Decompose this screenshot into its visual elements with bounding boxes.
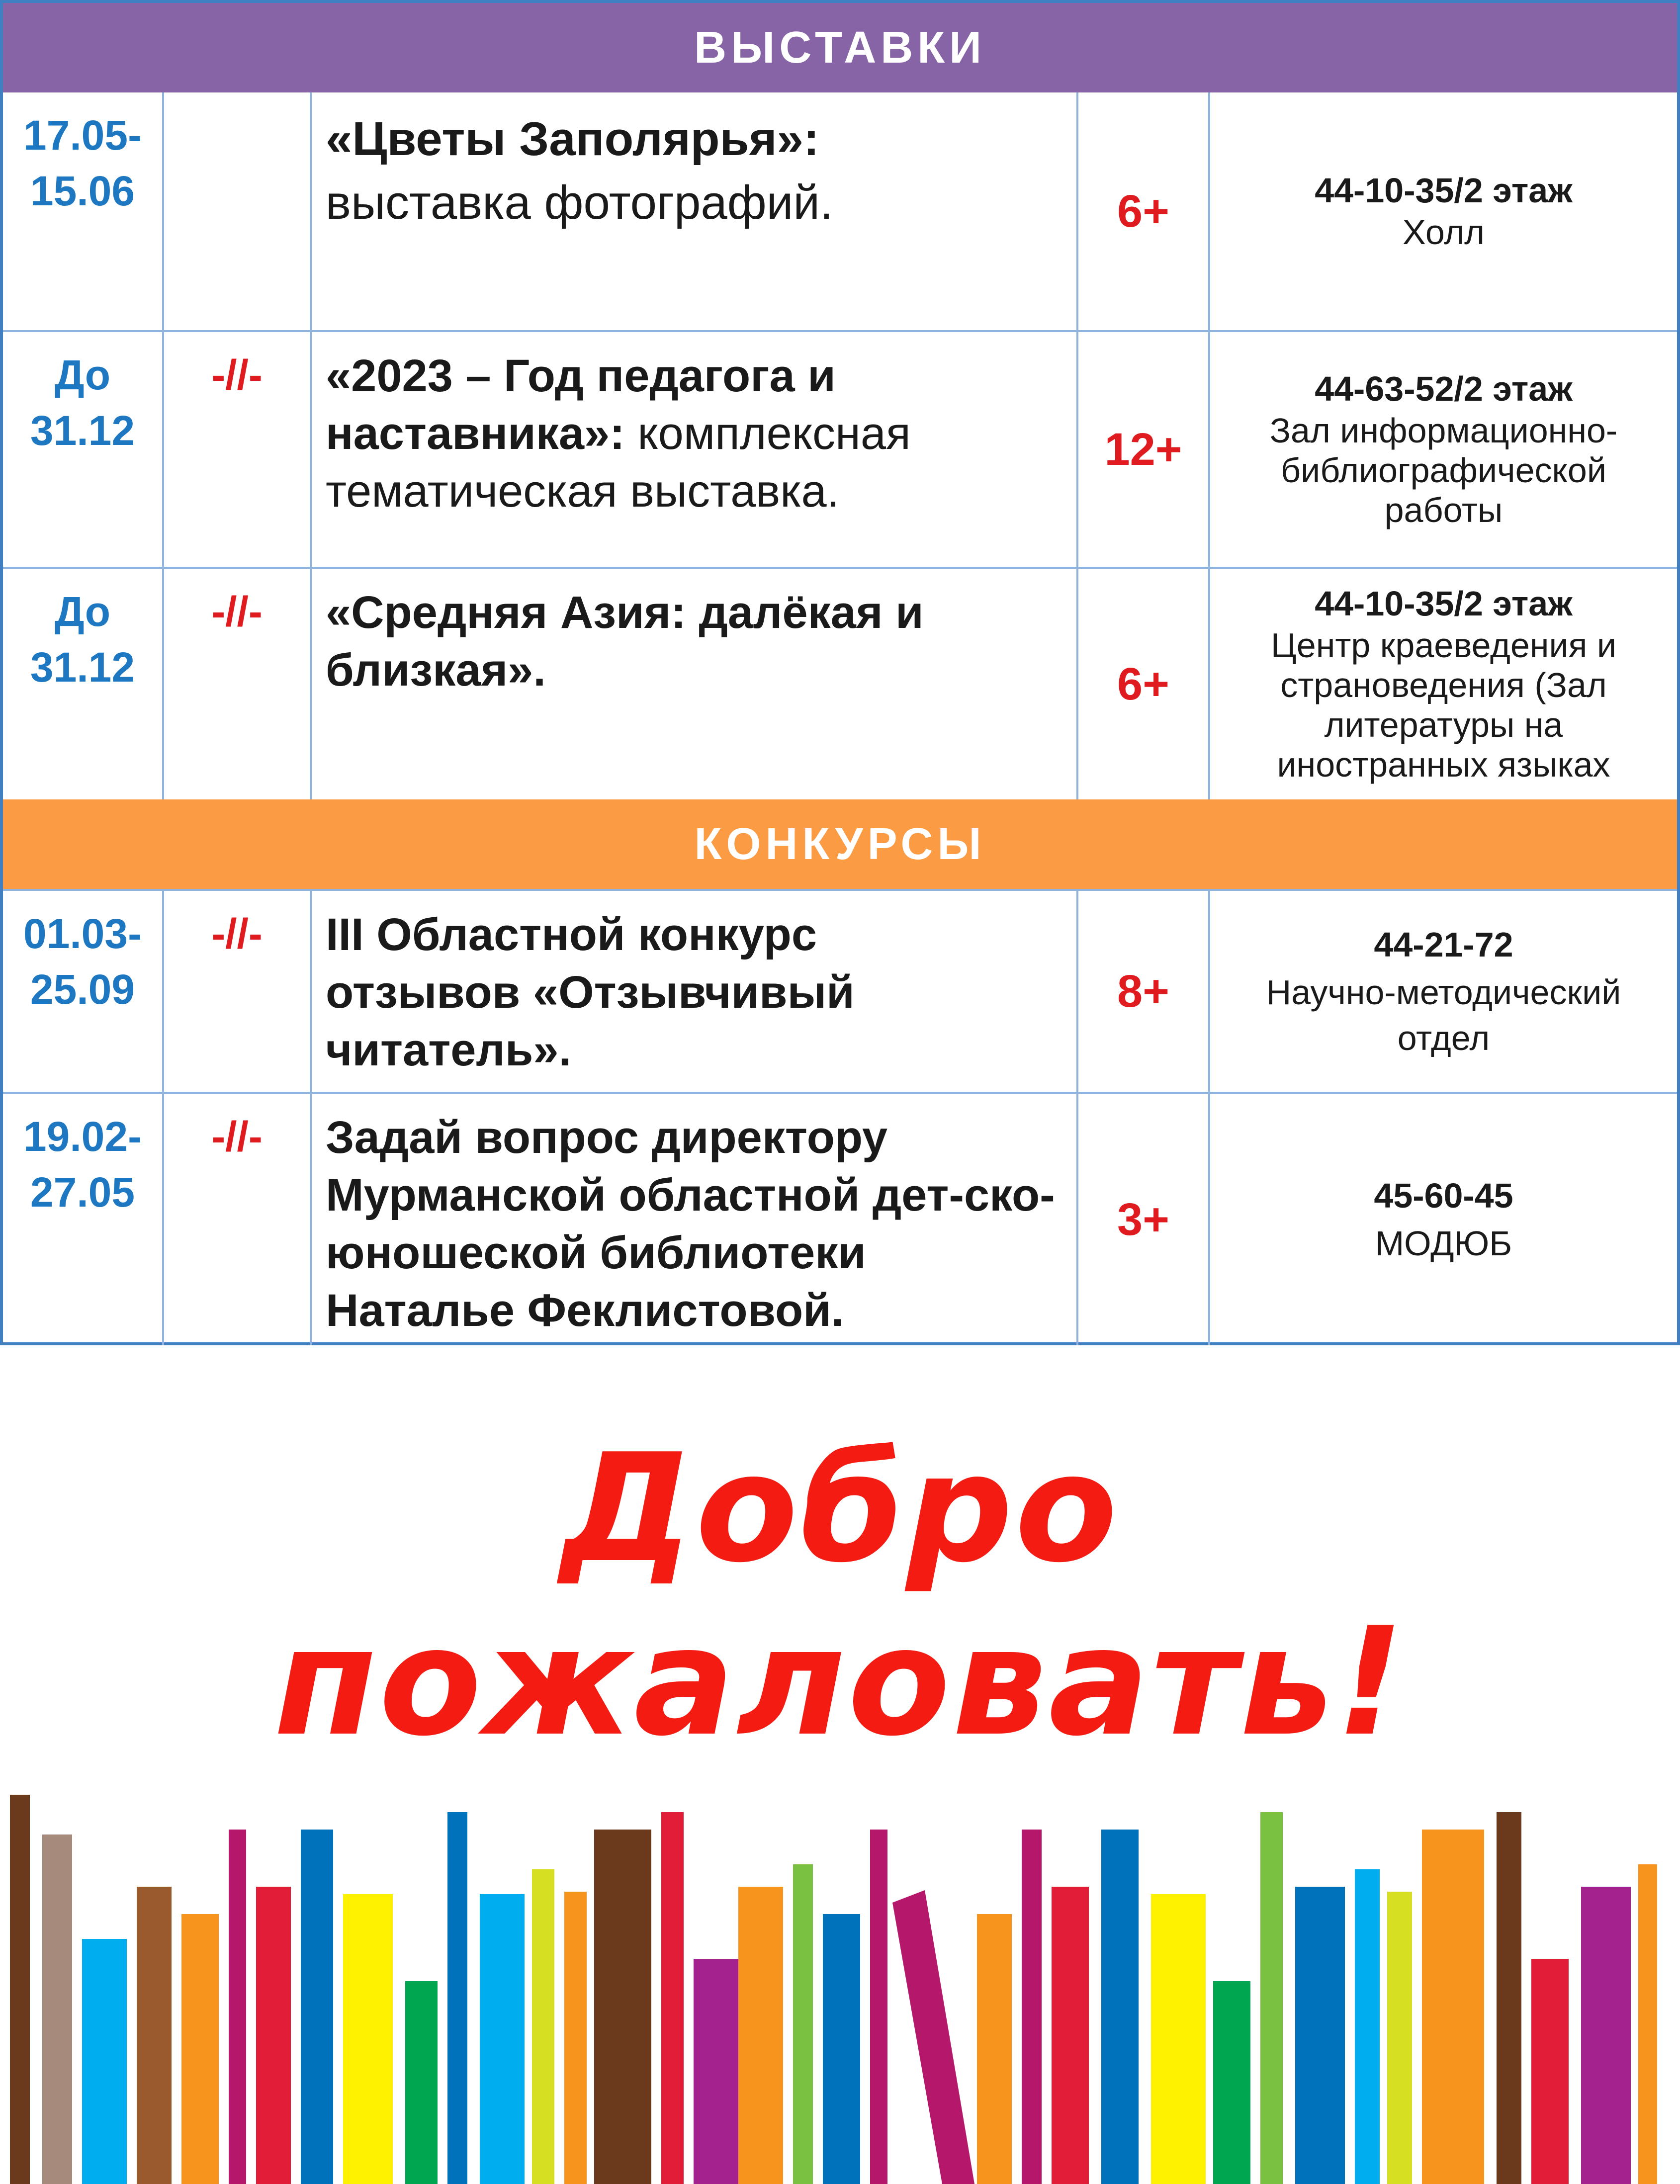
- date-cell: До 31.12: [3, 332, 164, 567]
- phone-number: 44-21-72: [1374, 925, 1513, 964]
- book-spine: [301, 1830, 333, 2184]
- book-spine: [1151, 1894, 1206, 2184]
- table-row: [3, 889, 1677, 1092]
- location: Зал информационно-библиографической работы: [1269, 411, 1618, 529]
- event-title: Задай вопрос директору Мурманской областной дет-ско-юношеской библиотеки Наталье Феклистовой.: [326, 1112, 1055, 1336]
- date-cell: 19.02- 27.05: [3, 1094, 164, 1345]
- table-row: [3, 330, 1677, 567]
- book-spine: [42, 1835, 72, 2184]
- phone-number: 44-10-35/2 этаж: [1315, 171, 1573, 210]
- table-row: [3, 1092, 1677, 1345]
- book-spine: [447, 1812, 467, 2184]
- phone-number: 45-60-45: [1374, 1176, 1513, 1215]
- book-spine: [1387, 1892, 1412, 2184]
- age-rating: 12+: [1104, 424, 1182, 475]
- repeat-cell: -//-: [164, 891, 312, 1092]
- book-spine: [532, 1869, 554, 2184]
- title-cell: [312, 569, 1078, 799]
- book-spine: [137, 1887, 172, 2184]
- book-spine: [1638, 1864, 1657, 2184]
- date-cell: До 31.12: [3, 569, 164, 799]
- welcome-heading: Добро пожаловать!: [274, 1422, 1406, 1769]
- age-rating: 6+: [1117, 658, 1169, 709]
- tilted-book: [892, 1890, 974, 2184]
- book-spine: [10, 1795, 30, 2184]
- repeat-cell: -//-: [164, 332, 312, 567]
- repeat-cell: [164, 92, 312, 330]
- age-cell: [1078, 92, 1210, 330]
- title-cell: [312, 891, 1078, 1092]
- event-title: «Средняя Азия: далёкая и близкая».: [326, 587, 924, 696]
- book-spine: [1022, 1830, 1042, 2184]
- age-cell: [1078, 332, 1210, 567]
- event-title: III Областной конкурс отзывов «Отзывчивый читатель».: [326, 909, 855, 1075]
- book-spine: [1355, 1869, 1380, 2184]
- place-cell: [1210, 332, 1677, 567]
- event-description: комплексная тематическая выставка.: [326, 408, 911, 517]
- section-header-exhibitions: ВЫСТАВКИ: [3, 3, 1677, 92]
- book-spine: [738, 1887, 783, 2184]
- book-spine: [405, 1981, 438, 2184]
- event-title: «2023 – Год педагога и наставника»:: [326, 350, 836, 459]
- book-spine: [82, 1939, 127, 2184]
- book-spine: [870, 1830, 887, 2184]
- book-spine: [594, 1830, 651, 2184]
- repeat-cell: -//-: [164, 569, 312, 799]
- table-row: [3, 567, 1677, 799]
- book-spine: [256, 1887, 291, 2184]
- section-header-contests: КОНКУРСЫ: [3, 799, 1677, 889]
- age-cell: [1078, 891, 1210, 1092]
- book-spine: [1581, 1887, 1631, 2184]
- age-cell: [1078, 1094, 1210, 1345]
- place-cell: [1210, 569, 1677, 799]
- repeat-cell: -//-: [164, 1094, 312, 1345]
- place-cell: [1210, 92, 1677, 330]
- table-row: [3, 92, 1677, 330]
- event-title: «Цветы Заполярья»:: [326, 112, 819, 166]
- age-rating: 6+: [1117, 185, 1169, 237]
- place-cell: [1210, 891, 1677, 1092]
- bookshelf-illustration: [0, 1780, 1680, 2184]
- book-spine: [1260, 1812, 1283, 2184]
- book-spine: [343, 1894, 393, 2184]
- book-spine: [1101, 1830, 1139, 2184]
- book-spine: [1422, 1830, 1484, 2184]
- book-spine: [181, 1914, 219, 2184]
- location: МОДЮБ: [1375, 1224, 1512, 1263]
- book-spine: [564, 1892, 587, 2184]
- book-spine: [480, 1894, 525, 2184]
- book-spine: [1213, 1981, 1250, 2184]
- place-cell: [1210, 1094, 1677, 1345]
- date-cell: 01.03- 25.09: [3, 891, 164, 1092]
- book-spine: [1052, 1887, 1089, 2184]
- location: Центр краеведения и страноведения (Зал литературы на иностранных языках: [1270, 626, 1616, 784]
- age-cell: [1078, 569, 1210, 799]
- age-rating: 3+: [1117, 1194, 1169, 1245]
- book-spine: [793, 1864, 813, 2184]
- title-cell: [312, 92, 1078, 330]
- book-spine: [661, 1812, 684, 2184]
- phone-number: 44-63-52/2 этаж: [1315, 369, 1573, 408]
- book-spine: [977, 1914, 1012, 2184]
- book-spine: [1497, 1812, 1521, 2184]
- age-rating: 8+: [1117, 965, 1169, 1017]
- phone-number: 44-10-35/2 этаж: [1315, 584, 1573, 623]
- book-spine: [1295, 1887, 1345, 2184]
- book-spine: [1531, 1959, 1569, 2184]
- location: Научно-методический отдел: [1266, 973, 1621, 1057]
- book-spine: [694, 1959, 738, 2184]
- title-cell: [312, 332, 1078, 567]
- location: Холл: [1403, 213, 1485, 252]
- event-description: выставка фотографий.: [326, 176, 833, 229]
- date-cell: 17.05- 15.06: [3, 92, 164, 330]
- book-spine: [229, 1830, 246, 2184]
- title-cell: [312, 1094, 1078, 1345]
- book-spine: [823, 1914, 860, 2184]
